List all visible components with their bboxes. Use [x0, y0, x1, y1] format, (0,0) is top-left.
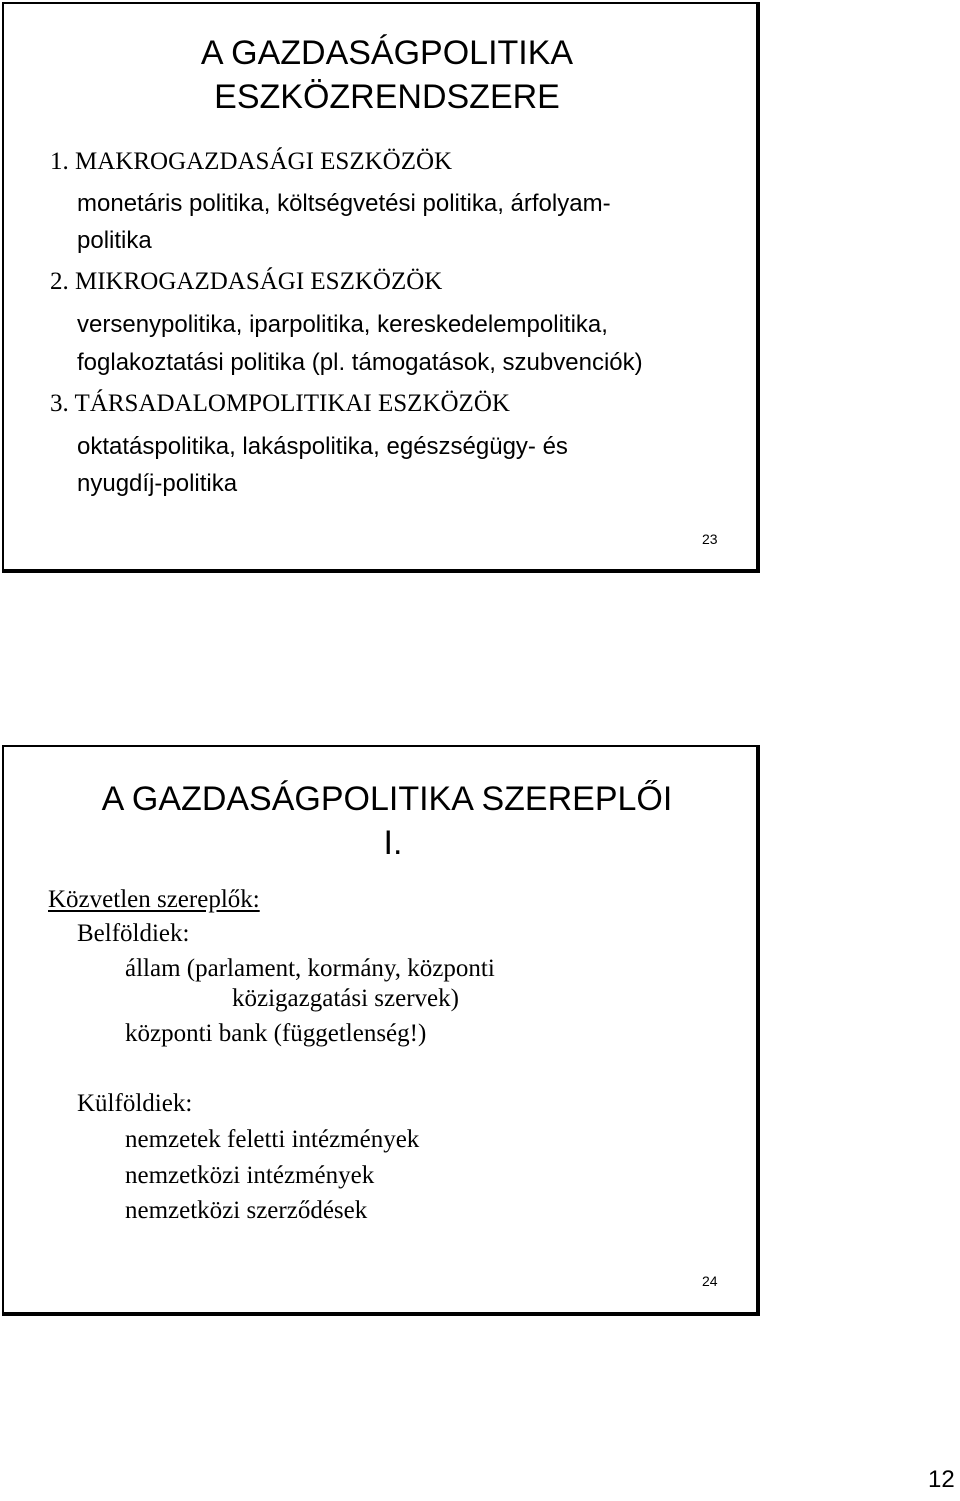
document-page-number: 12 — [928, 1466, 955, 1493]
foreign-line: nemzetek feletti intézmények — [125, 1126, 420, 1153]
item-detail-line: politika — [77, 227, 152, 254]
foreign-line: nemzetközi szerződések — [125, 1197, 368, 1224]
slide-23 — [2, 2, 760, 573]
item-detail-line: versenypolitika, iparpolitika, kereskedelempolitika, — [77, 311, 608, 338]
section-heading: Közvetlen szereplők: — [48, 886, 260, 913]
domestic-line: központi bank (függetlenség!) — [125, 1020, 427, 1047]
domestic-line: közigazgatási szervek) — [232, 985, 459, 1012]
item-heading-social: 3. TÁRSADALOMPOLITIKAI ESZKÖZÖK — [50, 390, 510, 417]
item-detail-line: monetáris politika, költségvetési politika, árfolyam- — [77, 190, 611, 217]
item-heading-micro: 2. MIKROGAZDASÁGI ESZKÖZÖK — [50, 268, 443, 295]
foreign-line: nemzetközi intézmények — [125, 1162, 375, 1189]
item-detail-line: oktatáspolitika, lakáspolitika, egészségügy- és — [77, 433, 568, 460]
slide-page-number: 23 — [702, 531, 718, 547]
slide-page-number: 24 — [702, 1273, 718, 1289]
slide-title-line: A GAZDASÁGPOLITIKA — [200, 34, 574, 72]
slide-title — [4, 31, 770, 119]
foreign-label: Külföldiek: — [77, 1090, 193, 1117]
slide-title-line: A GAZDASÁGPOLITIKA SZEREPLŐI — [101, 780, 673, 818]
domestic-label: Belföldiek: — [77, 920, 190, 947]
domestic-line: állam (parlament, kormány, központi — [125, 955, 495, 982]
slide-title — [4, 777, 770, 865]
item-heading-macro: 1. MAKROGAZDASÁGI ESZKÖZÖK — [50, 148, 453, 175]
slide-24 — [2, 745, 760, 1316]
slide-title-line: ESZKÖZRENDSZERE — [214, 78, 560, 116]
item-detail-line: nyugdíj-politika — [77, 470, 238, 497]
slide-title-line: I. — [383, 824, 403, 862]
item-detail-line: foglakoztatási politika (pl. támogatások, szubvenciók) — [77, 349, 643, 376]
